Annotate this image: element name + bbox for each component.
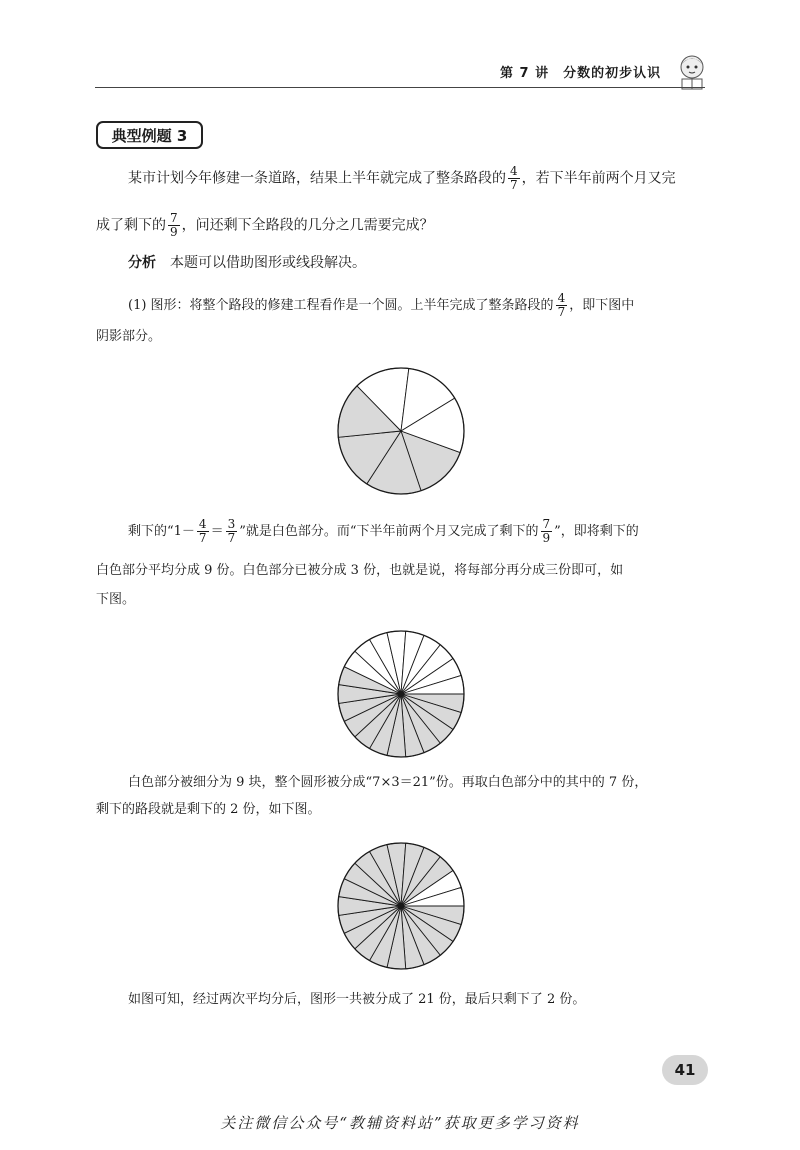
pie-diagram-sevenths	[335, 365, 467, 497]
para3-line-2: 剩下的路段就是剩下的 2 份，如下图。	[96, 802, 321, 817]
example-label: 典型例题 3	[96, 121, 203, 149]
fraction-num: 7	[542, 517, 551, 531]
footer-note: 关注微信公众号“教辅资料站”获取更多学习资料	[220, 1114, 580, 1132]
fraction	[197, 518, 209, 545]
fraction-num: 3	[227, 517, 236, 531]
analysis-label: 分析	[128, 255, 156, 271]
fraction-num: 4	[198, 517, 207, 531]
pie-diagram-twenty-firsts	[335, 628, 467, 760]
para2-text: ”就是白色部分。而“下半年前两个月又完成了剩下的	[239, 524, 539, 539]
part1-text: ，即下图中	[569, 298, 635, 313]
analysis-line	[128, 253, 366, 273]
para2-line-2: 白色部分平均分成 9 份。白色部分已被分成 3 份，也就是说，将每部分再分成三份即可，如	[96, 563, 624, 578]
para2-line-1	[128, 518, 639, 545]
fraction-den: 7	[557, 305, 566, 319]
page-number: 41	[662, 1055, 708, 1085]
fraction	[541, 518, 553, 545]
para2-text: ”，即将剩下的	[554, 524, 639, 539]
problem-line-1	[128, 165, 676, 192]
problem-text: ，问还剩下全路段的几分之几需要完成？	[181, 217, 434, 234]
para3-line-1: 白色部分被细分为 9 块，整个圆形被分成“7×3＝21”份。再取白色部分中的其中的 7 份，	[128, 775, 648, 790]
fraction	[508, 165, 520, 192]
para2-text: ＝	[210, 524, 224, 539]
problem-line-2	[96, 212, 434, 239]
cartoon-girl-reading-icon	[672, 52, 712, 92]
fraction-den: 7	[198, 531, 207, 545]
fraction-den: 9	[542, 531, 551, 545]
fraction-den: 9	[170, 225, 178, 239]
part1-line-2: 阴影部分。	[96, 329, 162, 344]
fraction-den: 7	[227, 531, 236, 545]
fraction	[226, 518, 238, 545]
pie-diagram-remaining-two	[335, 840, 467, 972]
analysis-text: 本题可以借助图形或线段解决。	[170, 255, 366, 271]
header-divider	[95, 87, 705, 88]
problem-text: ，若下半年前两个月又完	[521, 170, 676, 187]
problem-text: 成了剩下的	[96, 217, 166, 234]
fraction-den: 7	[510, 178, 518, 192]
para2-line-3: 下图。	[96, 592, 136, 607]
fraction	[556, 292, 568, 319]
problem-text: 某市计划今年修建一条道路，结果上半年就完成了整条路段的	[128, 170, 506, 187]
fraction-num: 4	[557, 291, 566, 305]
para2-text: 剩下的“1－	[128, 524, 195, 539]
fraction-num: 7	[170, 211, 178, 225]
part1-text: (1) 图形：将整个路段的修建工程看作是一个圆。上半年完成了整条路段的	[128, 298, 554, 313]
conclusion-text: 如图可知，经过两次平均分后，图形一共被分成了 21 份，最后只剩下了 2 份。	[128, 992, 586, 1007]
fraction-num: 4	[510, 164, 518, 178]
part1-line-1	[128, 292, 634, 319]
chapter-title: 第 7 讲 分数的初步认识	[500, 66, 662, 81]
fraction	[168, 212, 180, 239]
